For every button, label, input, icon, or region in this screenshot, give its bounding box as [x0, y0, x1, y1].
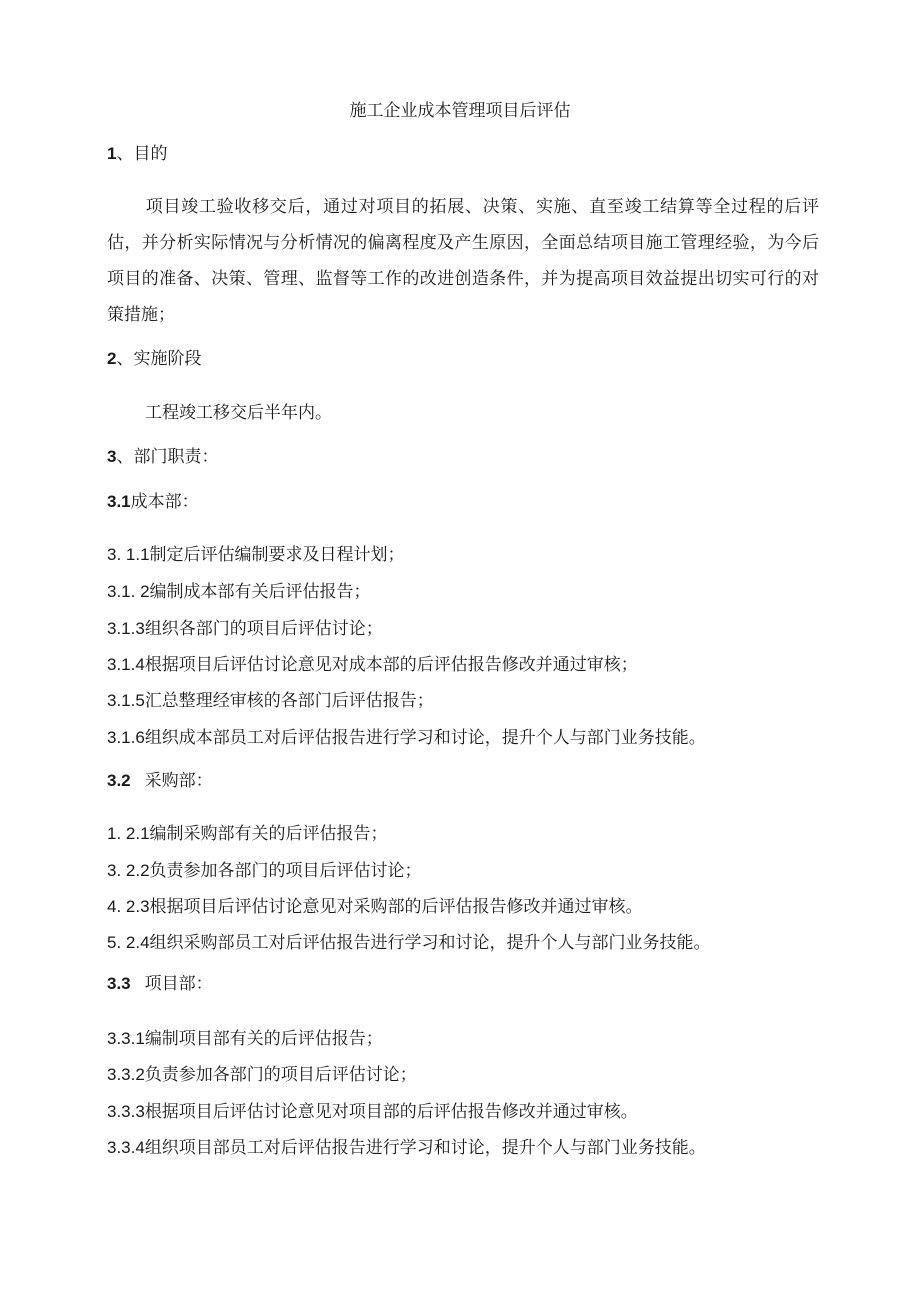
item-number: 3.1.3 [107, 619, 145, 638]
list-item [107, 1137, 706, 1159]
list-item [107, 581, 371, 603]
heading-number: 2 [107, 349, 117, 368]
list-item [107, 690, 434, 712]
page-title: 施工企业成本管理项目后评估 [349, 101, 571, 121]
item-text: 汇总整理经审核的各部门后评估报告； [144, 691, 434, 711]
item-number: 3.3.2 [107, 1065, 145, 1084]
stage-paragraph: 工程竣工移交后半年内。 [145, 403, 332, 423]
item-text: 负责参加各部门的项目后评估讨论； [144, 1065, 417, 1085]
heading-3 [107, 446, 218, 468]
item-number: 3.1.5 [107, 691, 145, 710]
list-item [107, 860, 422, 882]
heading-number: 3 [107, 447, 117, 466]
item-number: 5. 2.4 [107, 933, 150, 952]
item-text: 根据项目后评估讨论意见对成本部的后评估报告修改并通过审核； [144, 655, 638, 675]
purpose-paragraph [107, 189, 819, 333]
list-item [107, 618, 383, 640]
heading-label: 成本部： [130, 492, 199, 512]
heading-2 [107, 348, 201, 370]
item-text: 编制采购部有关的后评估报告； [149, 824, 388, 844]
list-item [107, 1101, 638, 1123]
item-number: 3.3.3 [107, 1102, 145, 1121]
item-text: 编制成本部有关后评估报告； [149, 582, 371, 602]
list-item [107, 654, 638, 676]
heading-1 [107, 143, 167, 165]
list-item [107, 1064, 417, 1086]
list-item [107, 932, 711, 954]
list-item [107, 896, 643, 918]
item-number: 3.1. 2 [107, 582, 150, 601]
heading-label: 、目的 [116, 144, 168, 164]
item-text: 编制项目部有关的后评估报告； [144, 1029, 383, 1049]
item-text: 负责参加各部门的项目后评估讨论； [149, 861, 422, 881]
heading-number: 3.2 [107, 771, 131, 790]
item-number: 3. 1.1 [107, 545, 150, 564]
item-number: 3.1.4 [107, 655, 145, 674]
item-number: 1. 2.1 [107, 824, 150, 843]
item-text: 根据项目后评估讨论意见对项目部的后评估报告修改并通过审核。 [144, 1102, 638, 1122]
item-number: 3.3.4 [107, 1138, 145, 1157]
item-number: 3. 2.2 [107, 861, 150, 880]
item-text: 组织成本部员工对后评估报告进行学习和讨论，提升个人与部门业务技能。 [144, 728, 706, 748]
list-item [107, 823, 388, 845]
item-text: 根据项目后评估讨论意见对采购部的后评估报告修改并通过审核。 [149, 897, 643, 917]
list-item [107, 544, 405, 566]
purpose-text: 项目竣工验收移交后，通过对项目的拓展、决策、实施、直至竣工结算等全过程的后评估，并分析实际情况与分析情况的偏离程度及产生原因，全面总结项目施工管理经验，为今后项目的准备、决策、管理、监督等工作的改进创造条件，并为提高项目效益提出切实可行的对策措施； [107, 197, 819, 325]
heading-label: 、部门职责： [116, 447, 219, 467]
heading-label: 项目部： [144, 974, 213, 994]
heading-3-1 [107, 491, 199, 513]
heading-label: 、实施阶段 [116, 349, 202, 369]
heading-number: 1 [107, 144, 117, 163]
heading-label: 采购部： [144, 771, 213, 791]
list-item [107, 1028, 383, 1050]
item-number: 4. 2.3 [107, 897, 150, 916]
heading-3-2 [107, 770, 213, 792]
list-item [107, 727, 706, 749]
item-text: 组织采购部员工对后评估报告进行学习和讨论，提升个人与部门业务技能。 [149, 933, 711, 953]
item-text: 制定后评估编制要求及日程计划； [149, 545, 405, 565]
heading-number: 3.3 [107, 974, 131, 993]
item-number: 3.3.1 [107, 1029, 145, 1048]
item-text: 组织项目部员工对后评估报告进行学习和讨论，提升个人与部门业务技能。 [144, 1138, 706, 1158]
heading-number: 3.1 [107, 492, 131, 511]
item-text: 组织各部门的项目后评估讨论； [144, 619, 383, 639]
item-number: 3.1.6 [107, 728, 145, 747]
heading-3-3 [107, 973, 213, 995]
